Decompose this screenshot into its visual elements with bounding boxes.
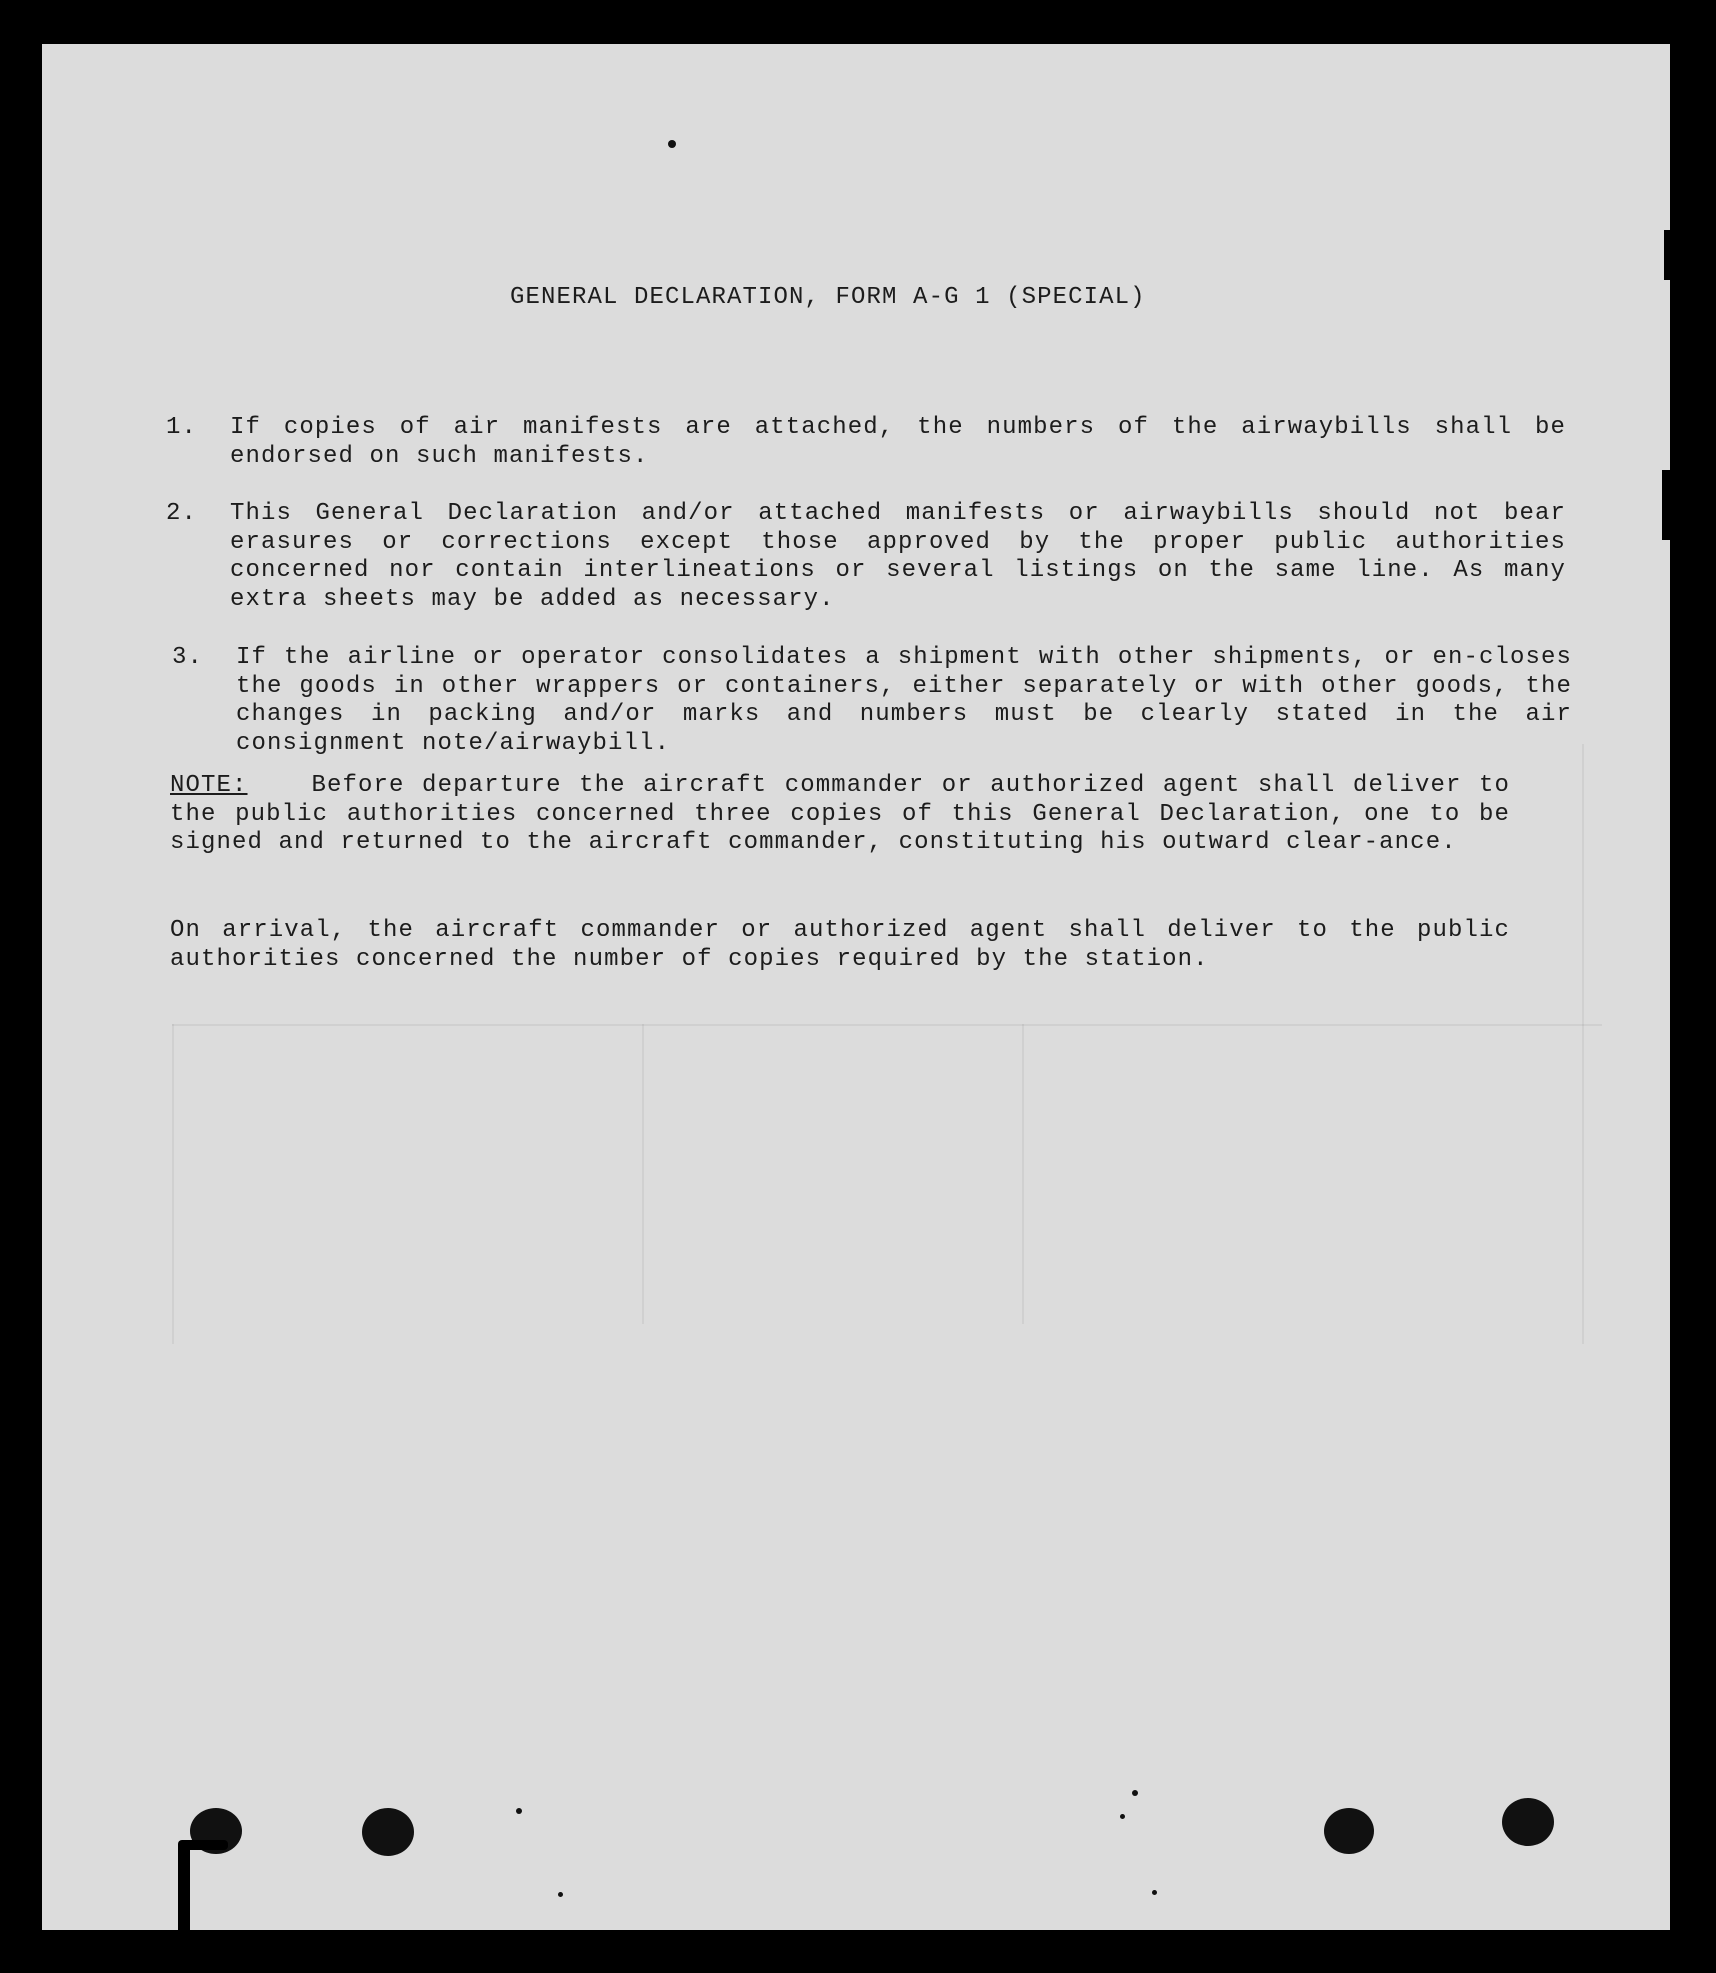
ink-stroke (178, 1840, 228, 1850)
ink-speck (558, 1892, 563, 1897)
document-page (42, 44, 1670, 1930)
show-through-line (172, 1024, 1602, 1026)
item-number: 1. (166, 414, 198, 441)
ink-speck (1120, 1814, 1125, 1819)
note-text: Before departure the aircraft commander or authorized agent shall deliver to the public authorities concerned three copies of this General Declaration, one to be signed and returned to the aircraft commander, constituting his outward clear-ance. (170, 772, 1510, 856)
ink-speck (516, 1808, 522, 1814)
note-label: NOTE: (170, 772, 248, 799)
item-text: This General Declaration and/or attached manifests or airwaybills should not bear erasures or corrections except those approved by the proper public authorities concerned nor contain interlineations or several listings on the same line. As many extra sheets may be added as necessary. (230, 500, 1566, 613)
show-through-line (1022, 1024, 1024, 1324)
border-notch (1664, 230, 1672, 280)
ink-speck (1132, 1790, 1138, 1796)
punch-hole (362, 1808, 414, 1856)
border-notch (1662, 470, 1672, 540)
show-through-line (1582, 744, 1584, 1344)
punch-hole (1502, 1798, 1554, 1846)
list-item (172, 644, 1572, 758)
list-item (166, 414, 1566, 471)
ink-stroke (178, 1844, 190, 1930)
item-number: 2. (166, 500, 198, 527)
ink-speck (1152, 1890, 1157, 1895)
ink-speck (668, 140, 676, 148)
show-through-line (172, 1024, 174, 1344)
item-number: 3. (172, 644, 204, 671)
arrival-paragraph: On arrival, the aircraft commander or authorized agent shall deliver to the public authorities concerned the number of copies required by the station. (170, 917, 1510, 973)
show-through-line (642, 1024, 644, 1324)
item-text: If copies of air manifests are attached, the numbers of the airwaybills shall be endorsed on such manifests. (230, 414, 1566, 470)
note-paragraph (170, 772, 1510, 858)
punch-hole (1324, 1808, 1374, 1854)
list-item (166, 500, 1566, 614)
document-title: GENERAL DECLARATION, FORM A-G 1 (SPECIAL) (510, 284, 1146, 311)
item-text: If the airline or operator consolidates a shipment with other shipments, or en-closes the goods in other wrappers or containers, either separately or with other goods, the changes in packing and/or marks and numbers must be clearly stated in the air consignment note/airwaybill. (236, 644, 1572, 757)
